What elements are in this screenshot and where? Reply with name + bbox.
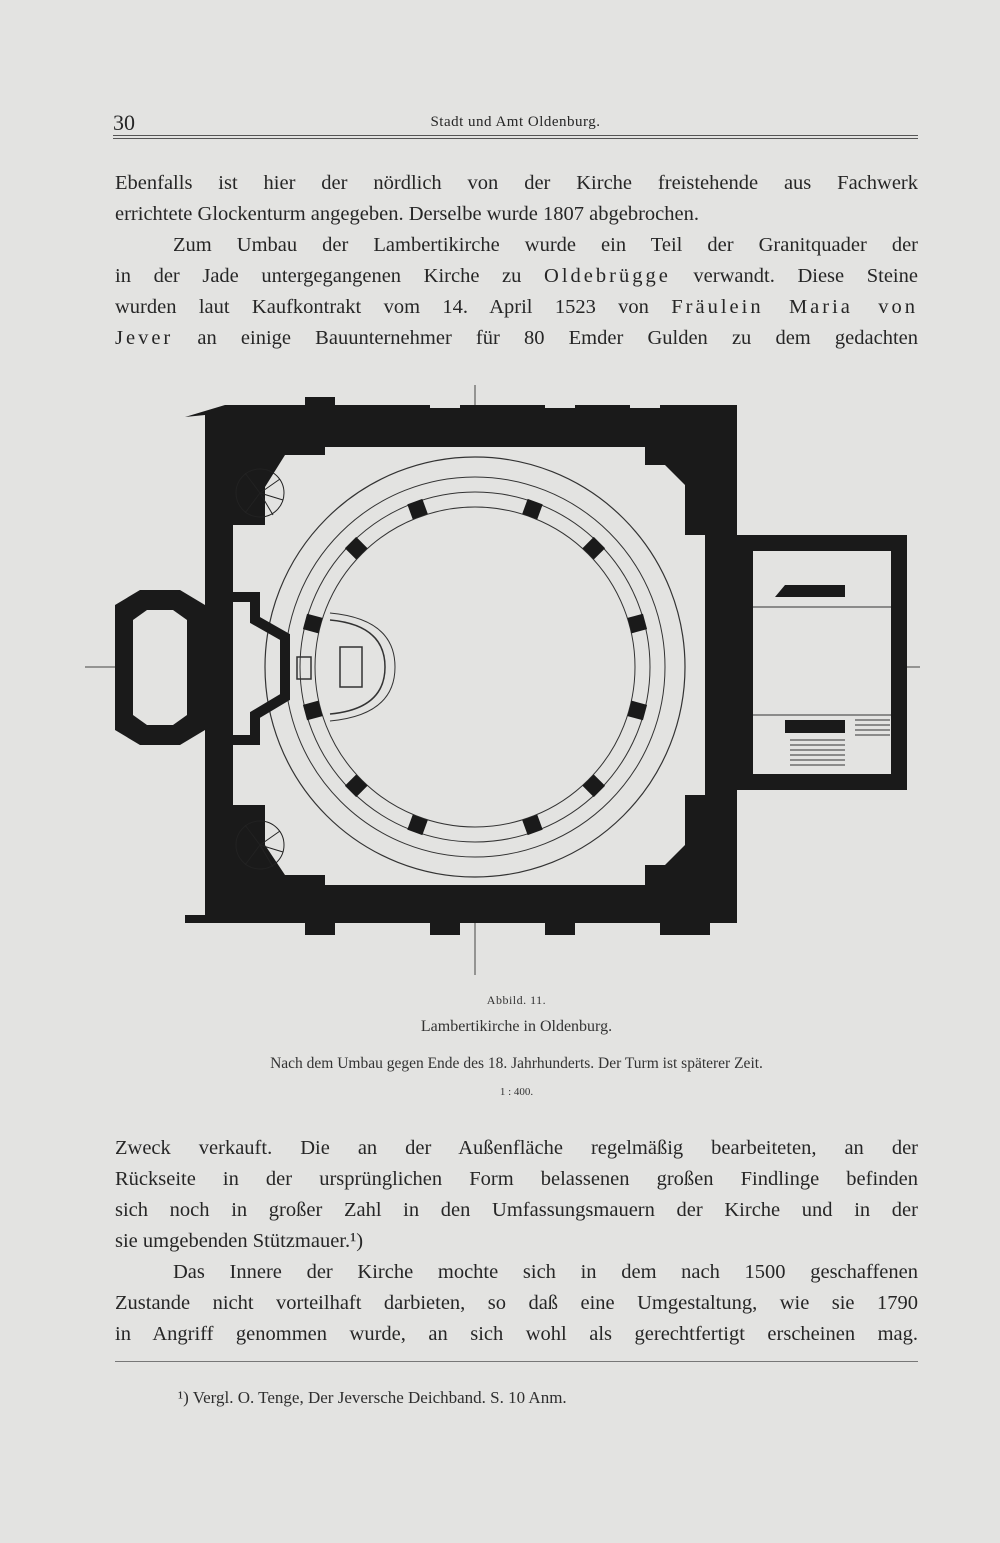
- spaced-name-jever: Jever: [115, 327, 174, 349]
- hall-floor: [233, 447, 705, 885]
- text-run: in der Jade untergegangenen Kirche zu: [115, 265, 545, 287]
- text-line: [115, 292, 918, 323]
- text-line: errichtete Glockenturm angegeben. Derselbe wurde 1807 abgebrochen.: [115, 203, 699, 225]
- text-line: Rückseite in der ursprünglichen Form belassenen großen Findlinge befinden: [115, 1168, 918, 1190]
- annex-lower-block: [785, 720, 845, 733]
- page-header: [113, 110, 918, 136]
- church-floor-plan: [85, 375, 920, 985]
- text-line: [115, 261, 918, 292]
- text-line: in Angriff genommen wurde, an sich wohl als gerechtfertigt erscheinen mag.: [115, 1323, 918, 1345]
- text-run: wurden laut Kaufkontrakt vom 14. April 1523 von: [115, 296, 672, 318]
- header-rule: [113, 135, 918, 139]
- running-title: Stadt und Amt Oldenburg.: [430, 114, 601, 130]
- page-number: 30: [113, 110, 135, 135]
- text-line: sich noch in großer Zahl in den Umfassungsmauern der Kirche und in der: [115, 1199, 918, 1221]
- text-line: [115, 323, 918, 354]
- tower-interior: [133, 620, 187, 715]
- text-line: Zustande nicht vorteilhaft darbieten, so daß eine Umgestaltung, wie sie 1790: [115, 1292, 918, 1314]
- text-run: verwandt. Diese Steine: [670, 265, 918, 287]
- figure-title: Lambertikirche in Oldenburg.: [420, 1018, 613, 1035]
- figure-scale: 1 : 400.: [499, 1086, 534, 1098]
- text-line: Das Innere der Kirche mochte sich in dem nach 1500 geschaffenen: [173, 1261, 918, 1283]
- text-line: sie umgebenden Stützmauer.¹): [115, 1230, 364, 1252]
- spaced-name-oldebruegge: Oldebrügge: [544, 265, 671, 287]
- text-line: Ebenfalls ist hier der nördlich von der Kirche freistehende aus Fachwerk: [115, 172, 918, 194]
- text-run: an einige Bauunternehmer für 80 Emder Gulden zu dem gedachten: [173, 327, 918, 349]
- text-line: Zum Umbau der Lambertikirche wurde ein Teil der Granitquader der: [173, 234, 918, 256]
- annex-upper-block: [775, 585, 845, 597]
- footnote-rule: [115, 1361, 918, 1362]
- annex-interior: [753, 551, 891, 774]
- figure-label: Abbild. 11.: [486, 993, 547, 1007]
- paragraph-top: [115, 168, 918, 354]
- floor-plan-drawing: [85, 375, 920, 985]
- text-line: Zweck verkauft. Die an der Außenfläche regelmäßig bearbeiteten, an der: [115, 1137, 918, 1159]
- paragraph-bottom: [115, 1133, 918, 1350]
- spaced-name-maria: Fräulein Maria von: [671, 296, 918, 318]
- footnote: ¹) Vergl. O. Tenge, Der Jeversche Deichband. S. 10 Anm.: [178, 1388, 567, 1407]
- figure-note: Nach dem Umbau gegen Ende des 18. Jahrhunderts. Der Turm ist späterer Zeit.: [270, 1055, 763, 1072]
